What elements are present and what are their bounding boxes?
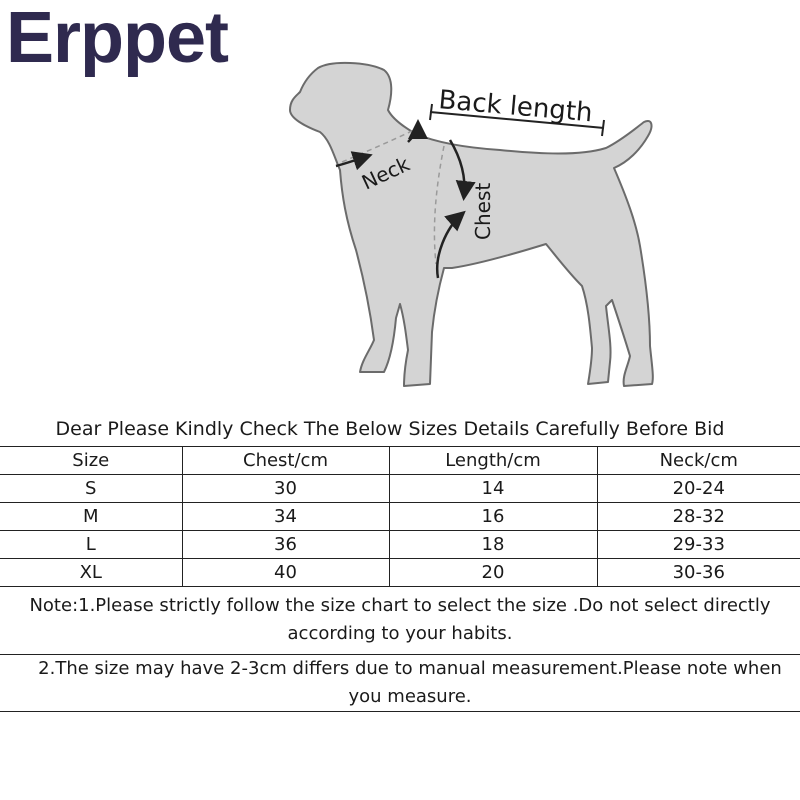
cell-size: L [0,531,182,559]
cell-length: 16 [389,503,597,531]
chest-label: Chest [471,182,495,240]
table-row [0,559,800,587]
note-1 [0,592,800,648]
header-neck: Neck/cm [597,447,800,475]
note-2-line-2: you measure. [348,686,472,707]
cell-neck: 20-24 [597,475,800,503]
cell-size: S [0,475,182,503]
cell-neck: 28-32 [597,503,800,531]
back-length-label: Back length [437,85,594,129]
cell-neck: 29-33 [597,531,800,559]
note-2-line-1: 2.The size may have 2-3cm differs due to manual measurement.Please note when [38,658,782,679]
cell-size: XL [0,559,182,587]
header-length: Length/cm [389,447,597,475]
cell-chest: 30 [182,475,389,503]
table-row [0,531,800,559]
header-chest: Chest/cm [182,447,389,475]
note-1-line-1: Note:1.Please strictly follow the size chart to select the size .Do not select directly [29,595,771,616]
cell-neck: 30-36 [597,559,800,587]
cell-length: 14 [389,475,597,503]
cell-chest: 34 [182,503,389,531]
brand-logo: Erppet [6,0,229,78]
table-header-row [0,447,800,475]
size-chart-heading: Dear Please Kindly Check The Below Sizes Details Carefully Before Bid [55,418,725,440]
cell-chest: 40 [182,559,389,587]
cell-size: M [0,503,182,531]
cell-length: 18 [389,531,597,559]
neck-label: Neck [357,151,414,195]
note-2 [0,654,800,712]
cell-length: 20 [389,559,597,587]
size-table [0,446,800,587]
header-size: Size [0,447,182,475]
note-1-line-2: according to your habits. [287,623,513,644]
table-row [0,475,800,503]
cell-chest: 36 [182,531,389,559]
table-row [0,503,800,531]
